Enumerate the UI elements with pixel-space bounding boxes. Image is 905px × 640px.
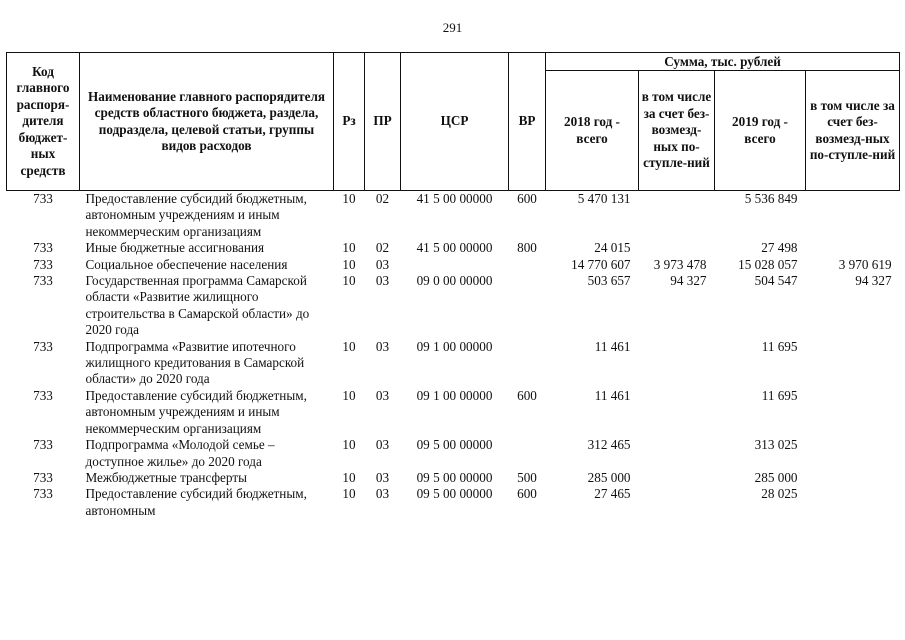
header-2019-free: в том числе за счет без-возмезд-ных по-ступле-ний — [806, 71, 900, 191]
table-row — [7, 339, 900, 388]
table-row — [7, 486, 900, 519]
cell-csr: 09 5 00 00000 — [416, 437, 493, 453]
cell-y2018-free — [639, 486, 715, 519]
header-2018-total: 2018 год - всего — [546, 71, 639, 191]
cell-code: 733 — [33, 469, 53, 485]
page-number: 291 — [442, 20, 463, 35]
cell-y2018: 14 770 607 — [571, 256, 631, 272]
budget-table — [6, 52, 900, 519]
cell-y2019: 285 000 — [754, 469, 798, 485]
cell-code: 733 — [33, 437, 53, 453]
cell-code: 733 — [33, 240, 53, 256]
cell-rz: 10 — [342, 387, 356, 403]
table-row — [7, 437, 900, 470]
header-2019-total: 2019 год - всего — [715, 71, 806, 191]
cell-rz: 10 — [342, 469, 356, 485]
table-body — [7, 191, 900, 520]
cell-pr: 03 — [375, 486, 390, 502]
cell-name: Предоставление субсидий бюджетным, автономным учреждениям и иным некоммерческим организациям — [85, 387, 307, 436]
cell-csr: 09 0 00 00000 — [416, 273, 493, 289]
cell-y2019: 15 028 057 — [738, 256, 798, 272]
cell-y2019: 504 547 — [754, 273, 798, 289]
header-2018-free: в том числе за счет без-возмезд-ных по-ступле-ний — [639, 71, 715, 191]
cell-vr — [509, 339, 546, 388]
cell-csr: 09 1 00 00000 — [416, 387, 493, 403]
cell-y2018-free: 3 973 478 — [653, 256, 707, 272]
cell-csr: 41 5 00 00000 — [416, 191, 493, 206]
cell-name: Подпрограмма «Молодой семье – доступное жилье» до 2020 года — [85, 437, 275, 469]
cell-y2018: 11 461 — [594, 387, 631, 403]
cell-vr: 600 — [517, 387, 537, 403]
cell-pr: 03 — [375, 387, 390, 403]
cell-vr: 600 — [517, 191, 537, 206]
cell-y2019: 313 025 — [754, 437, 798, 453]
header-csr: ЦСР — [401, 53, 509, 191]
cell-name: Подпрограмма «Развитие ипотечного жилищного кредитования в Самарской области» до 2020 года — [85, 338, 305, 387]
cell-code: 733 — [33, 486, 53, 502]
cell-vr — [509, 273, 546, 339]
table-row — [7, 257, 900, 273]
header-name: Наименование главного распорядителя средств областного бюджета, раздела, подраздела, целевой статьи, группы видов расходов — [80, 53, 334, 191]
table-row — [7, 240, 900, 256]
cell-code: 733 — [33, 273, 53, 289]
cell-vr — [509, 257, 546, 273]
cell-csr: 09 5 00 00000 — [416, 469, 493, 485]
cell-rz: 10 — [342, 273, 356, 289]
cell-rz: 10 — [342, 256, 356, 272]
cell-y2018: 11 461 — [594, 338, 631, 354]
cell-y2018-free — [639, 437, 715, 470]
cell-y2019: 11 695 — [761, 387, 798, 403]
cell-y2018-free — [639, 339, 715, 388]
cell-y2019-free — [806, 191, 900, 241]
cell-y2018-free: 94 327 — [670, 273, 707, 289]
table-row — [7, 273, 900, 339]
cell-y2019: 11 695 — [761, 338, 798, 354]
cell-y2018: 24 015 — [594, 240, 631, 256]
cell-vr: 500 — [517, 469, 537, 485]
cell-code: 733 — [33, 256, 53, 272]
cell-y2018: 5 470 131 — [577, 191, 631, 206]
header-pr: ПР — [365, 53, 401, 191]
cell-csr — [401, 257, 509, 273]
cell-rz: 10 — [342, 486, 356, 502]
cell-y2018-free — [639, 240, 715, 256]
cell-vr: 600 — [517, 486, 537, 502]
cell-y2019-free: 3 970 619 — [838, 256, 892, 272]
cell-y2018-free — [639, 191, 715, 241]
cell-y2019-free — [806, 339, 900, 388]
cell-vr — [509, 437, 546, 470]
cell-y2018: 27 465 — [594, 486, 631, 502]
cell-pr: 02 — [375, 240, 390, 256]
cell-rz: 10 — [342, 338, 356, 354]
cell-y2018: 312 465 — [587, 437, 631, 453]
cell-y2019-free — [806, 388, 900, 437]
cell-csr: 41 5 00 00000 — [416, 240, 493, 256]
cell-name: Социальное обеспечение населения — [85, 256, 288, 272]
cell-code: 733 — [33, 387, 53, 403]
cell-y2019-free — [806, 486, 900, 519]
cell-pr: 03 — [375, 469, 390, 485]
header-rz: Рз — [334, 53, 365, 191]
table-row — [7, 191, 900, 241]
cell-y2018: 503 657 — [587, 273, 631, 289]
cell-name: Иные бюджетные ассигнования — [85, 240, 265, 256]
cell-y2018-free — [639, 388, 715, 437]
cell-y2019-free: 94 327 — [855, 273, 892, 289]
cell-y2018-free — [639, 470, 715, 486]
cell-y2019-free — [806, 437, 900, 470]
table-row — [7, 470, 900, 486]
cell-pr: 03 — [375, 437, 390, 453]
header-code: Код главного распоря-дителя бюджет-ных средств — [7, 53, 80, 191]
cell-code: 733 — [33, 338, 53, 354]
cell-name: Межбюджетные трансферты — [85, 469, 247, 485]
cell-rz: 10 — [342, 191, 356, 206]
cell-rz: 10 — [342, 437, 356, 453]
table-row — [7, 388, 900, 437]
cell-y2019-free — [806, 470, 900, 486]
cell-y2019-free — [806, 240, 900, 256]
cell-rz: 10 — [342, 240, 356, 256]
cell-vr: 800 — [517, 240, 537, 256]
cell-csr: 09 1 00 00000 — [416, 338, 493, 354]
cell-pr: 02 — [375, 191, 390, 206]
cell-y2019: 5 536 849 — [744, 191, 798, 206]
cell-code: 733 — [33, 191, 53, 206]
cell-y2019: 28 025 — [761, 486, 798, 502]
header-sum: Сумма, тыс. рублей — [546, 53, 900, 71]
cell-y2018: 285 000 — [587, 469, 631, 485]
cell-y2019: 27 498 — [761, 240, 798, 256]
cell-pr: 03 — [375, 256, 390, 272]
cell-csr: 09 5 00 00000 — [416, 486, 493, 502]
cell-name: Предоставление субсидий бюджетным, автономным — [85, 486, 307, 518]
cell-pr: 03 — [375, 273, 390, 289]
header-vr: ВР — [509, 53, 546, 191]
cell-pr: 03 — [375, 338, 390, 354]
cell-name: Государственная программа Самарской области «Развитие жилищного строительства в Самарской области» до 2020 года — [85, 273, 310, 338]
cell-name: Предоставление субсидий бюджетным, автономным учреждениям и иным некоммерческим организациям — [85, 191, 307, 239]
